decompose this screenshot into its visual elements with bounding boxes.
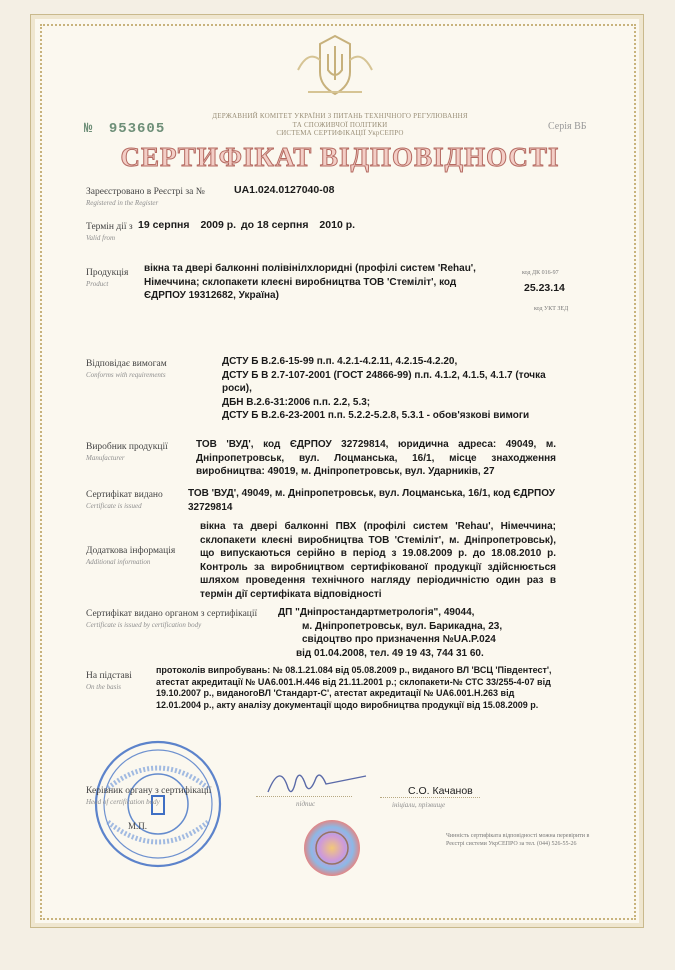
body-text [278, 606, 548, 660]
verification-footnote: Чинність сертифіката відповідності можна перевірити в Реєстрі системи УкрСЕПРО за тел. (044) 526-55-26 [446, 833, 590, 847]
stamp-label: М.П. [128, 821, 148, 831]
series-label: Серія ВБ [548, 121, 587, 132]
issued-to-text: ТОВ 'ВУД', 49049, м. Дніпропетровськ, вул. Лоцманська, 16/1, код ЄДРПОУ 32729814 [188, 488, 555, 513]
valid-to-date: 18 серпня [256, 219, 309, 231]
head-label-en: Head of certification body [86, 798, 160, 806]
certificate-title: СЕРТИФІКАТ ВІДПОВІДНОСТІ [120, 142, 560, 172]
requirement-line: роси), [222, 383, 252, 394]
manufacturer-text: ТОВ 'ВУД', код ЄДРПОУ 32729814, юридична адреса: 49049, м. Дніпропетровськ, вул. Лоцманська, 16/1, місце знаходження виробництва: 49019, м. Дніпропетровськ, вул. Ударників, 27 [196, 439, 556, 477]
body-line: ДП "Дніпростандартметрологія", 49044, [278, 607, 475, 618]
head-label: Керівник органу з сертифікації [86, 786, 212, 796]
product-label: Продукція [86, 268, 129, 278]
requirement-line: ДБН В.2.6-31:2006 п.п. 2.2, 5.3; [222, 396, 371, 408]
manufacturer-label: Виробник продукції [86, 442, 168, 452]
registry-value: UA1.024.0127040-08 [234, 184, 335, 196]
additional-label: Додаткова інформація [86, 546, 176, 556]
product-code: 25.23.14 [524, 282, 565, 294]
signer-name: С.О. Качанов [408, 785, 473, 797]
authority-line-3: СИСТЕМА СЕРТИФІКАЦІЇ УкрСЕПРО [276, 129, 404, 137]
body-label: Сертифікат видано органом з сертифікації [86, 609, 258, 619]
product-text: вікна та двері балконні полівінілхлоридні (профілі систем 'Rehau', Німеччина; склопакети клеєні виробництва ТОВ 'Стеміліт', код ЄДРПОУ 19312682, Україна) [144, 263, 476, 301]
number-value: 953605 [108, 121, 166, 137]
coat-of-arms-icon [290, 30, 380, 102]
body-line: від 01.04.2008, тел. 49 19 43, 744 31 60. [296, 647, 484, 659]
requirements-label: Відповідає вимогам [86, 359, 167, 369]
product-code-label: код ДК 016-97 [522, 270, 559, 276]
valid-from-date: 19 серпня [138, 219, 190, 231]
body-label-en: Certificate is issued by certification body [86, 621, 202, 629]
validity-label-en: Valid from [86, 234, 116, 242]
registry-label: Зареєстровано в Реєстрі за № [86, 187, 205, 197]
product-label-en: Product [86, 280, 109, 288]
authority-line-1: ДЕРЖАВНИЙ КОМІТЕТ УКРАЇНИ З ПИТАНЬ ТЕХНІЧНОГО РЕГУЛЮВАННЯ [212, 112, 468, 120]
manufacturer-label-en: Manufacturer [86, 454, 125, 462]
name-line [380, 797, 480, 798]
valid-from-year: 2009 р. [200, 219, 237, 231]
valid-to-year: 2010 р. [319, 219, 356, 231]
basis-label-en: On the basis [86, 683, 121, 691]
additional-label-en: Additional information [86, 558, 151, 566]
name-label: ініціали, прізвище [392, 801, 446, 809]
certificate-number [84, 121, 165, 137]
additional-text: вікна та двері балконні ПВХ (профілі систем 'Rehau', Німеччина; склопакети клеєні виробництва ТОВ 'Стеміліт', м. Дніпропетровськ), що випускаються серійно в період з 19.08.2009 р. до 18.08.2010 р. Контроль за виробництвом сертифікованої продукції здійснюється шляхом проведення технічного нагляду періодичністю один раз в термін дії сертифіката відповідності [200, 521, 556, 600]
valid-to-prefix: до [240, 219, 255, 231]
hologram-icon [302, 818, 362, 878]
validity-value [138, 219, 355, 233]
requirement-line: ДСТУ Б В.2.6-15-99 п.п. 4.2.1-4.2.11, 4.2.15-4.2.20, [222, 356, 458, 367]
sign-label: підпис [296, 800, 316, 808]
body-line: м. Дніпропетровськ, вул. Барикадна, 23, [302, 620, 503, 632]
requirements-label-en: Conforms with requirements [86, 371, 166, 379]
issued-to-label: Сертифікат видано [86, 490, 163, 500]
requirements-list [222, 355, 546, 423]
issued-to-label-en: Certificate is issued [86, 502, 142, 510]
signature-scribble-icon [262, 758, 372, 802]
requirement-line: ДСТУ Б В.2.6-23-2001 п.п. 5.2.2-5.2.8, 5.3.1 - обов'язкові вимоги [222, 410, 530, 421]
product-code-label-2: код УКТ ЗЕД [534, 306, 569, 312]
body-line: свідоцтво про призначення №UA.P.024 [302, 634, 496, 645]
number-prefix: № [84, 121, 93, 137]
authority-line-2: ТА СПОЖИВЧОЇ ПОЛІТИКИ [292, 120, 388, 129]
validity-label: Термін дії з [86, 222, 133, 232]
basis-label: На підставі [86, 671, 132, 681]
basis-text: протоколів випробувань: № 08.1.21.084 від 05.08.2009 р., виданого ВЛ 'ВСЦ 'Південтест', атестат акредитації № UA6.001.H.446 від 21.11.2001 р.; склопакети-№ СТС 33/255-4-07 від 19.10.2007 р., виданогоВЛ 'Стандарт-С', атестат акредитації № UA6.001.H.263 від 12.01.2004 р., акту аналізу документації щодо виробництва продукції від 15.08.2009 р. [156, 665, 552, 710]
registry-label-en: Registered in the Register [86, 199, 159, 207]
requirement-line: ДСТУ Б В 2.7-107-2001 (ГОСТ 24866-99) п.п. 4.1.2, 4.1.5, 4.1.7 (точка [222, 369, 546, 381]
